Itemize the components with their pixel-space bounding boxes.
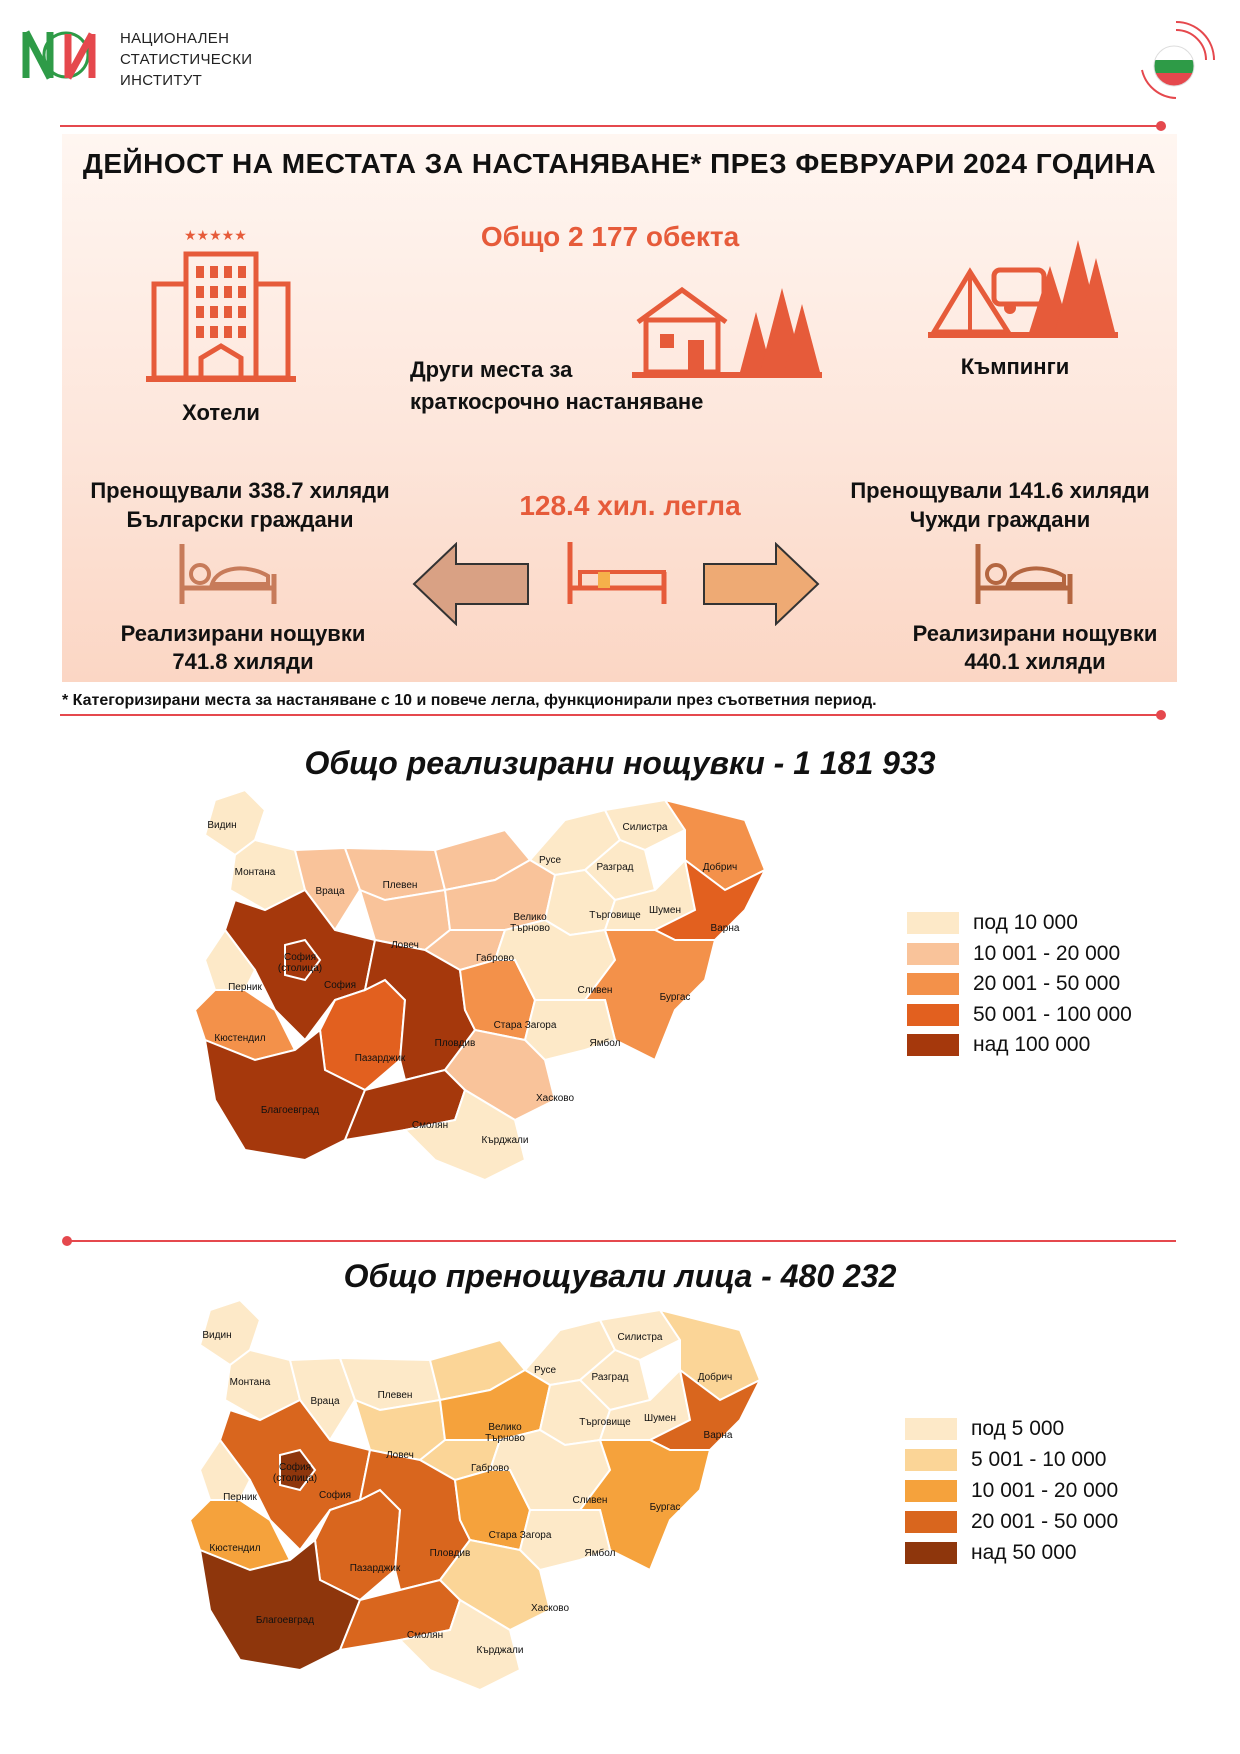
- map1-label-ruse: Русе: [538, 855, 562, 866]
- bulgarian-guests-line-1: Пренощували 338.7 хиляди: [90, 478, 390, 503]
- nights-left-line-1: Реализирани нощувки: [120, 621, 366, 646]
- arrow-left-icon: [412, 542, 530, 626]
- bulgarian-flag-badge: [1136, 20, 1216, 100]
- campings-label: Къмпинги: [960, 354, 1070, 379]
- bulgarian-guests: [60, 476, 420, 534]
- map2-label-shumen: Шумен: [643, 1413, 676, 1424]
- hotels-label: Хотели: [182, 400, 260, 425]
- nights-right-line-1: Реализирани нощувки: [912, 621, 1158, 646]
- map2-label-lovech: Ловеч: [386, 1450, 414, 1461]
- map2-label-blagoevgrad: Благоевград: [255, 1615, 315, 1626]
- map1-label-pernik: Перник: [228, 982, 262, 993]
- map2-label-burgas: Бургас: [649, 1502, 681, 1513]
- map1-label-sofia: София: [323, 980, 356, 991]
- map1-label-blagoevgrad: Благоевград: [260, 1105, 320, 1116]
- other-label: [410, 354, 750, 418]
- map2-label-gabrovo: Габрово: [470, 1463, 510, 1474]
- top-divider-dot: [1156, 121, 1166, 131]
- nights-right: [870, 620, 1200, 676]
- arrow-right-icon: [702, 542, 820, 626]
- map1-label-silistra: Силистра: [622, 822, 668, 833]
- map2-label-sliven: Сливен: [572, 1495, 608, 1506]
- nights-left: [78, 620, 408, 676]
- map2-legend-label: над 50 000: [971, 1541, 1077, 1564]
- logo-line-3: ИНСТИТУТ: [120, 72, 203, 89]
- map1-label-lovech: Ловеч: [391, 940, 419, 951]
- camping-icon: [928, 236, 1118, 346]
- map2-label-pazardzhik: Пазарджик: [349, 1563, 401, 1574]
- lower-divider-dot: [62, 1236, 72, 1246]
- map2-label-kardzhali: Кърджали: [476, 1645, 524, 1656]
- map2-label-varna: Варна: [703, 1430, 733, 1441]
- footnote: * Категоризирани места за настаняване с 10 и повече легла, функционирали през съответния период.: [62, 692, 877, 709]
- map1-label-kyustendil: Кюстендил: [214, 1033, 266, 1044]
- map2-label-smolyan: Смолян: [406, 1630, 444, 1641]
- foreign-guests: [820, 476, 1180, 534]
- page-title: ДЕЙНОСТ НА МЕСТАТА ЗА НАСТАНЯВАНЕ* ПРЕЗ ФЕВРУАРИ 2024 ГОДИНА: [82, 148, 1157, 179]
- svg-text:★★★★★: ★★★★★: [184, 228, 247, 244]
- map1-label-pleven: Плевен: [382, 880, 418, 891]
- map2-label-vratsa: Враца: [310, 1396, 340, 1407]
- map1-label-sofia-city: София (столица): [277, 952, 323, 974]
- map1-legend-swatch: [907, 973, 959, 995]
- map1-legend-label: 10 001 - 20 000: [973, 942, 1121, 965]
- map1-label-stara-zagora: Стара Загора: [493, 1020, 557, 1031]
- map2-label-pleven: Плевен: [377, 1390, 413, 1401]
- map2-legend-label: 5 001 - 10 000: [971, 1448, 1107, 1471]
- other-label-line-1: Други места за: [410, 357, 573, 382]
- map2-bulgaria: [180, 1290, 850, 1715]
- map2-legend-swatch: [905, 1418, 957, 1440]
- bed-icon-left: [178, 544, 278, 608]
- logo-line-1: НАЦИОНАЛЕН: [120, 30, 230, 47]
- map2-label-haskovo: Хасково: [530, 1603, 570, 1614]
- nights-left-line-2: 741.8 хиляди: [172, 649, 314, 674]
- foreign-guests-line-2: Чужди граждани: [909, 507, 1091, 532]
- map2-label-plovdiv: Пловдив: [429, 1548, 471, 1559]
- map2-label-yambol: Ямбол: [584, 1548, 616, 1559]
- map2-label-montana: Монтана: [229, 1377, 271, 1388]
- map1-label-montana: Монтана: [234, 867, 276, 878]
- map1-label-burgas: Бургас: [659, 992, 691, 1003]
- map1-label-varna: Варна: [710, 923, 740, 934]
- map2-label-targovishte: Търговище: [579, 1417, 631, 1428]
- map2-label-silistra: Силистра: [617, 1332, 663, 1343]
- top-divider: [60, 125, 1160, 127]
- map1-label-veliko-tarnovo: Велико Търново: [510, 912, 550, 934]
- map1-label-sliven: Сливен: [577, 985, 613, 996]
- map1-label-haskovo: Хасково: [535, 1093, 575, 1104]
- map1-label-shumen: Шумен: [648, 905, 681, 916]
- map2-title: Общо пренощували лица - 480 232: [343, 1258, 897, 1294]
- map1-legend-swatch: [907, 912, 959, 934]
- total-objects: Общо 2 177 обекта: [480, 221, 740, 252]
- map1-legend-label: 20 001 - 50 000: [973, 972, 1121, 995]
- other-label-line-2: краткосрочно настаняване: [410, 389, 704, 414]
- lower-divider: [66, 1240, 1176, 1242]
- map2-legend-swatch: [905, 1511, 957, 1533]
- map2-legend-label: 10 001 - 20 000: [971, 1479, 1119, 1502]
- map1-legend-swatch: [907, 1034, 959, 1056]
- map1-label-pazardzhik: Пазарджик: [354, 1053, 406, 1064]
- map2-label-sofia: София: [318, 1490, 351, 1501]
- middle-divider: [60, 714, 1160, 716]
- map2-label-stara-zagora: Стара Загора: [488, 1530, 552, 1541]
- foreign-guests-line-1: Пренощували 141.6 хиляди: [850, 478, 1150, 503]
- map2-label-sofia-city: София (столица): [272, 1462, 318, 1484]
- logo-text: [120, 28, 252, 91]
- map1-bulgaria: [185, 780, 855, 1205]
- hotel-icon: [146, 228, 296, 384]
- map1-label-yambol: Ямбол: [589, 1038, 621, 1049]
- map1-legend-label: под 10 000: [973, 911, 1078, 934]
- map2-label-veliko-tarnovo: Велико Търново: [485, 1422, 525, 1444]
- nights-right-line-2: 440.1 хиляди: [964, 649, 1106, 674]
- map2-label-dobrich: Добрич: [697, 1372, 733, 1383]
- map1-label-smolyan: Смолян: [411, 1120, 449, 1131]
- map1-label-vidin: Видин: [207, 820, 237, 831]
- map2-legend-label: под 5 000: [971, 1417, 1065, 1440]
- bulgarian-guests-line-2: Български граждани: [126, 507, 354, 532]
- map2-label-pernik: Перник: [223, 1492, 257, 1503]
- map1-label-vratsa: Враца: [315, 886, 345, 897]
- map2-legend-label: 20 001 - 50 000: [971, 1510, 1119, 1533]
- map2-legend-swatch: [905, 1542, 957, 1564]
- map2-label-vidin: Видин: [202, 1330, 232, 1341]
- nsi-logo: [20, 24, 110, 86]
- map2-legend-swatch: [905, 1480, 957, 1502]
- beds-total: 128.4 хил. легла: [519, 490, 741, 521]
- map2-label-kyustendil: Кюстендил: [209, 1543, 261, 1554]
- map2-label-ruse: Русе: [533, 1365, 557, 1376]
- map1-label-dobrich: Добрич: [702, 862, 738, 873]
- map1-legend-swatch: [907, 1004, 959, 1026]
- map1-legend-label: 50 001 - 100 000: [973, 1003, 1132, 1026]
- bed-icon-right: [974, 544, 1074, 608]
- map1-label-kardzhali: Кърджали: [481, 1135, 529, 1146]
- map1-legend-label: над 100 000: [973, 1033, 1091, 1056]
- bed-icon-center: [566, 542, 668, 608]
- map1-label-gabrovo: Габрово: [475, 953, 515, 964]
- logo-line-2: СТАТИСТИЧЕСКИ: [120, 51, 253, 68]
- map1-label-razgrad: Разград: [596, 862, 634, 873]
- map1-label-targovishte: Търговище: [589, 910, 641, 921]
- middle-divider-dot: [1156, 710, 1166, 720]
- map1-title: Общо реализирани нощувки - 1 181 933: [304, 745, 936, 781]
- map1-legend-swatch: [907, 943, 959, 965]
- map1-label-plovdiv: Пловдив: [434, 1038, 476, 1049]
- map2-legend-swatch: [905, 1449, 957, 1471]
- map2-label-razgrad: Разград: [591, 1372, 629, 1383]
